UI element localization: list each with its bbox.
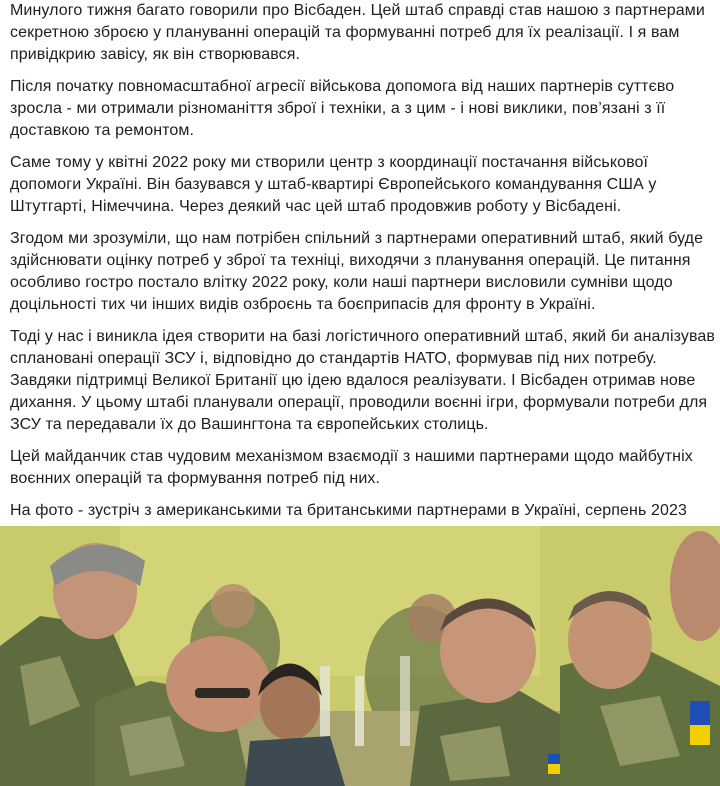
post-paragraph-3: Саме тому у квітні 2022 року ми створили центр з координації постачання військової допомоги Україні. Він базувався у штаб-квартирі Європейського командування США у Штутгарті, Німеччина. Через деякий час цей штаб продовжив роботу у Вісбадені. [10, 154, 657, 215]
post-text [10, 0, 715, 554]
post-paragraph-6: Цей майданчик став чудовим механізмом взаємодії з нашими партнерами щодо майбутніх воєнних операцій та формування потреб під них. [10, 448, 693, 487]
post-paragraph-1: Минулого тижня багато говорили про Вісбаден. Цей штаб справді став нашою з партнерами секретною зброєю у плануванні операцій та формуванні потреб для їх реалізації. І я вам привідкрию завісу, як він створювався. [10, 2, 705, 63]
post-paragraph-5: Тоді у нас і виникла ідея створити на базі логістичного оперативний штаб, який би аналізував сплановані операції ЗСУ і, відповідно до стандартів НАТО, формував під них потребу. Завдяки підтримці Великої Британії цю ідею вдалося реалізувати. І Вісбаден отримав нове дихання. У цьому штабі планували операції, проводили воєнні ігри, формували потреби для ЗСУ та передавали їх до Вашингтона та європейських столиць. [10, 328, 715, 433]
post-paragraph-7: На фото - зустріч з американськими та британськими партнерами в Україні, серпень 2023 [10, 502, 687, 519]
meeting-photo-icon [0, 526, 720, 786]
post-paragraph-4: Згодом ми зрозуміли, що нам потрібен спільний з партнерами оперативний штаб, який буде здійснювати оцінку потреб у зброї та техніці, виходячи з планування операцій. Це питання особливо гостро постало влітку 2022 року, коли наші партнери висловили сумніви щодо доцільності тих чи інших видів озброєнь та боєприпасів для фронту в Україні. [10, 230, 704, 313]
post-paragraph-2: Після початку повномасштабної агресії військова допомога від наших партнерів суттєво зросла - ми отримали різноманіття зброї і техніки, а з цим - і нові виклики, пов’язані з її доставкою та ремонтом. [10, 78, 675, 139]
meeting-photo[interactable] [0, 526, 720, 786]
